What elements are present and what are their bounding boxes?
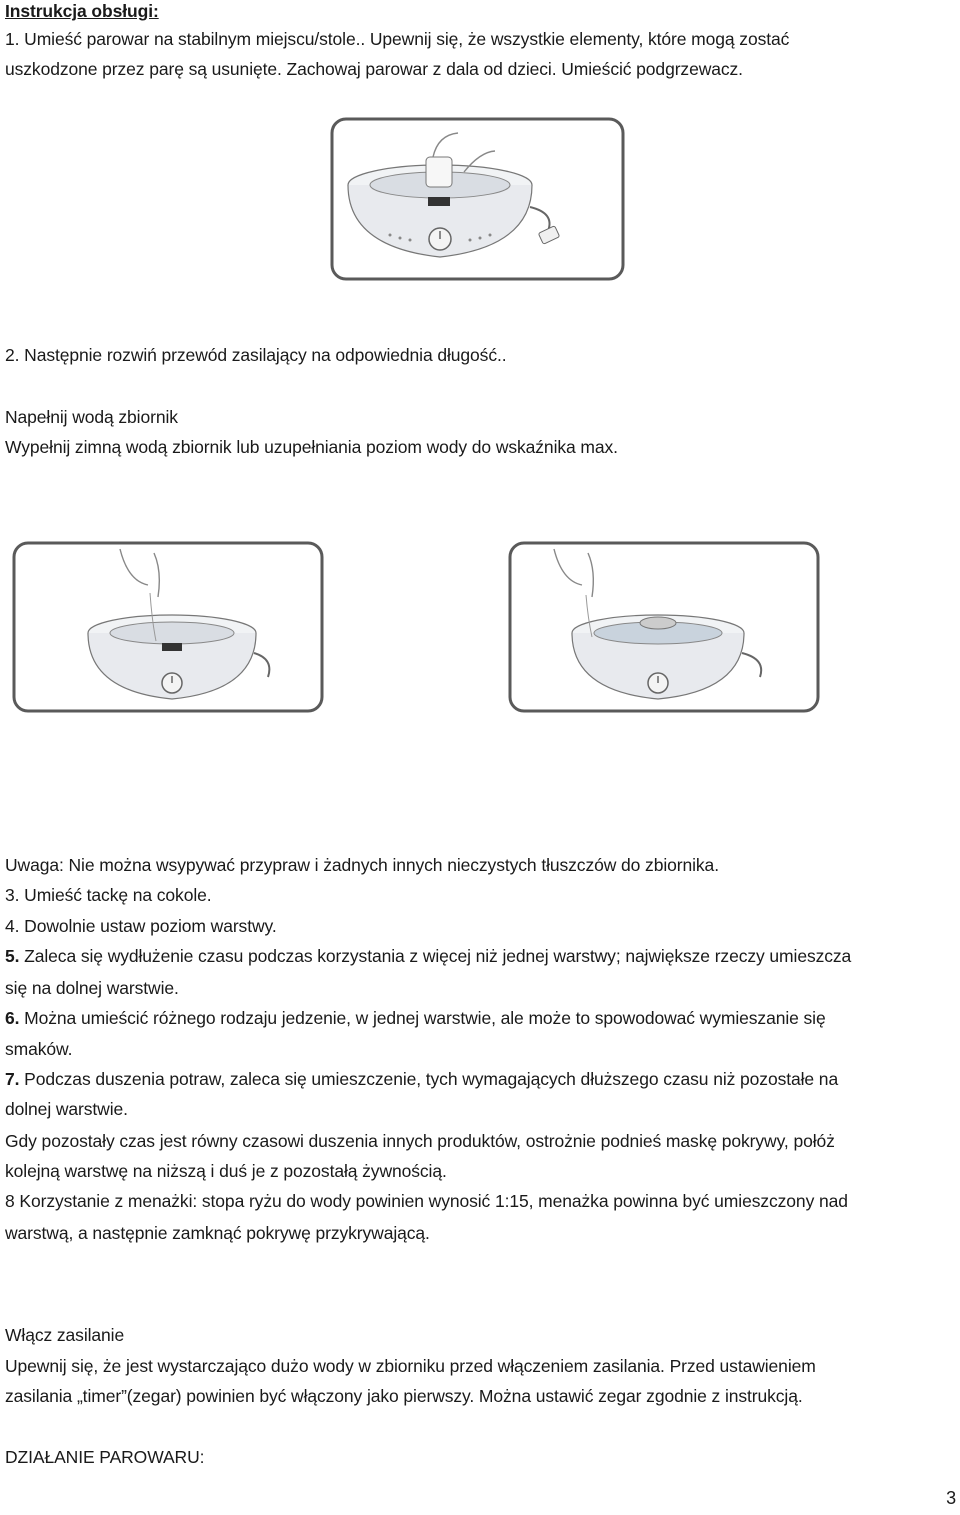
step-1-line-2: uszkodzone przez parę są usunięte. Zachowaj parowar z dala od dzieci. Umieścić podgrzewacz. (5, 59, 743, 79)
step-1-line-1: 1. Umieść parowar na stabilnym miejscu/stole.. Upewnij się, że wszystkie elementy, które mogą zostać (5, 29, 790, 49)
step-5-number: 5. (5, 946, 20, 966)
fill-tank-line: Wypełnij zimną wodą zbiornik lub uzupełniania poziom wody do wskaźnika max. (5, 437, 618, 457)
page-number: 3 (946, 1488, 956, 1508)
step-8-line-2: warstwą, a następnie zamknąć pokrywę przykrywającą. (5, 1223, 430, 1243)
steamer-base-pouring-water-icon (12, 541, 324, 713)
steamer-base-water-level-icon (508, 541, 820, 713)
step-5-line-2: się na dolnej warstwie. (5, 978, 179, 998)
operation-title: DZIAŁANIE PAROWARU: (5, 1447, 205, 1467)
power-line-2: zasilania „timer”(zegar) powinien być włączony jako pierwszy. Można ustawić zegar zgodnie z instrukcją. (5, 1386, 803, 1406)
power-title: Włącz zasilanie (5, 1325, 125, 1345)
step-6-line-2: smaków. (5, 1039, 73, 1059)
step-7-line-1 (5, 1064, 838, 1094)
note-line: Uwaga: Nie można wsypywać przypraw i żadnych innych nieczystych tłuszczów do zbiornika. (5, 855, 719, 875)
steamer-base-placing-heater-icon (330, 117, 625, 281)
step-5-text: Zaleca się wydłużenie czasu podczas korzystania z więcej niż jednej warstwy; największe rzeczy umieszcza (19, 946, 852, 966)
step-4: 4. Dowolnie ustaw poziom warstwy. (5, 916, 277, 936)
fill-tank-title: Napełnij wodą zbiornik (5, 407, 178, 427)
step-6-line-1 (5, 1003, 826, 1033)
step-3: 3. Umieść tackę na cokole. (5, 885, 212, 905)
step-6-text: Można umieścić różnego rodzaju jedzenie, w jednej warstwie, ale może to spowodować wymieszanie się (19, 1008, 826, 1028)
step-5-line-1 (5, 941, 851, 971)
step-2-line-1: 2. Następnie rozwiń przewód zasilający na odpowiednia długość.. (5, 345, 507, 365)
step-7-text: Podczas duszenia potraw, zaleca się umieszczenie, tych wymagających dłuższego czasu niż pozostałe na (19, 1069, 839, 1089)
step-6-number: 6. (5, 1008, 20, 1028)
remaining-time-line-1: Gdy pozostały czas jest równy czasowi duszenia innych produktów, ostrożnie podnieś maskę pokrywy, połóż (5, 1131, 835, 1151)
step-8-line-1: 8 Korzystanie z menażki: stopa ryżu do wody powinien wynosić 1:15, menażka powinna być umieszczony nad (5, 1191, 848, 1211)
step-7-line-2: dolnej warstwie. (5, 1099, 128, 1119)
document-heading: Instrukcja obsługi: (5, 1, 159, 21)
step-7-number: 7. (5, 1069, 20, 1089)
power-line-1: Upewnij się, że jest wystarczająco dużo wody w zbiorniku przed włączeniem zasilania. Przed ustawieniem (5, 1356, 816, 1376)
remaining-time-line-2: kolejną warstwę na niższą i duś je z pozostałą żywnością. (5, 1161, 447, 1181)
